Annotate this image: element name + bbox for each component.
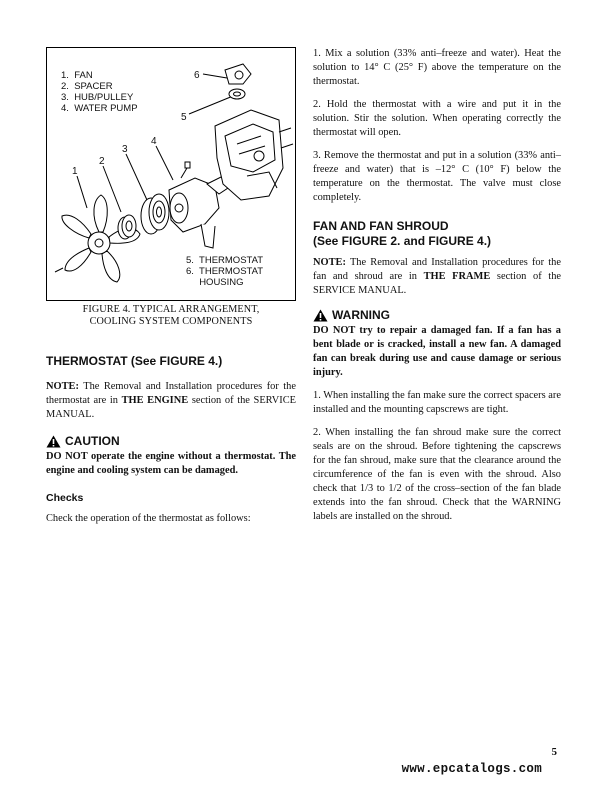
callout-6: 6 bbox=[194, 70, 200, 81]
caution-heading bbox=[46, 434, 296, 448]
legend-item: 5. THERMOSTAT bbox=[186, 255, 264, 266]
warning-heading bbox=[313, 308, 561, 322]
legend-item: 1. FAN bbox=[61, 70, 93, 81]
note-label: NOTE: bbox=[313, 257, 346, 268]
right-column bbox=[313, 47, 561, 524]
thermostat-step-2: 2. Hold the thermostat with a wire and put it in the solution. Stir the solution. When operating correctly the thermostat will open. bbox=[313, 99, 561, 138]
warning-icon bbox=[313, 309, 328, 322]
warning-text bbox=[313, 324, 561, 380]
cooling-system-illustration bbox=[47, 48, 294, 299]
legend-item: 4. WATER PUMP bbox=[61, 103, 138, 114]
fan-heading-line: FAN AND FAN SHROUD bbox=[313, 219, 449, 233]
note-label: NOTE: bbox=[46, 381, 79, 392]
note-bold-text: THE ENGINE bbox=[121, 395, 189, 406]
fan-note bbox=[313, 256, 561, 298]
fan-step-2: 2. When installing the fan shroud make sure the correct seals are on the shroud. Before tightening the capscrews for the fan shroud, make sure that the clearance around the circumference of the fan is even with the shroud. Also check that 1/3 to 1/2 of the cross–section of the fan blade extends into the fan shroud. Check that the WARNING labels are installed on the shroud. bbox=[313, 427, 561, 522]
checks-text: Check the operation of the thermostat as follows: bbox=[46, 513, 251, 524]
caution-body: operate the engine without a thermostat. The engine and cooling system can be damaged. bbox=[46, 451, 297, 476]
figure-caption-line: FIGURE 4. TYPICAL ARRANGEMENT, bbox=[82, 304, 260, 315]
warning-lead: DO NOT bbox=[313, 325, 356, 336]
note-text: The Removal and Installation procedures for the thermostat are in bbox=[46, 381, 296, 406]
caution-text bbox=[46, 450, 296, 478]
thermostat-step-3: 3. Remove the thermostat and put in a solution (33% anti–freeze and water) that is –12° C (10° F) below the temperature on the thermostat. The valve must close completely. bbox=[313, 150, 561, 203]
thermostat-step-1: 1. Mix a solution (33% anti–freeze and water). Heat the solution to 14° C (25° F) above the temperature on the thermostat. bbox=[313, 48, 561, 87]
watermark: www.epcatalogs.com bbox=[401, 762, 542, 776]
left-column bbox=[46, 47, 296, 526]
fan-step-1: 1. When installing the fan make sure the correct spacers are installed and the mounting capscrews are tight. bbox=[313, 390, 561, 415]
callout-2: 2 bbox=[99, 156, 105, 167]
callout-1: 1 bbox=[72, 166, 78, 177]
thermostat-heading: THERMOSTAT (See FIGURE 4.) bbox=[46, 354, 223, 368]
figure-caption bbox=[46, 304, 296, 328]
callout-5: 5 bbox=[181, 112, 187, 123]
note-text: section of the SERVICE MANUAL. bbox=[46, 395, 297, 420]
note-text: section of the SERVICE MANUAL. bbox=[313, 271, 561, 296]
callout-4: 4 bbox=[151, 136, 157, 147]
legend-item: 6. THERMOSTAT bbox=[186, 266, 264, 277]
note-bold-text: THE FRAME bbox=[423, 271, 491, 282]
figure-caption-line: COOLING SYSTEM COMPONENTS bbox=[89, 316, 253, 327]
thermostat-note bbox=[46, 380, 296, 422]
warning-body: try to repair a damaged fan. If a fan has a bent blade or is cracked, install a new fan. A damaged fan can break during use and cause damage or serious injury. bbox=[313, 325, 561, 378]
caution-label: CAUTION bbox=[65, 434, 120, 448]
callout-3: 3 bbox=[122, 144, 128, 155]
legend-item: 2. SPACER bbox=[61, 81, 113, 92]
fan-heading bbox=[313, 219, 561, 249]
note-text: The Removal and Installation procedures for the fan and shroud are in bbox=[313, 257, 561, 282]
figure-4-box bbox=[46, 47, 296, 301]
page-number: 5 bbox=[551, 746, 557, 758]
checks-heading: Checks bbox=[46, 492, 84, 504]
legend-item: HOUSING bbox=[186, 277, 244, 288]
warning-label: WARNING bbox=[332, 308, 390, 322]
fan-heading-line: (See FIGURE 2. and FIGURE 4.) bbox=[313, 234, 492, 248]
legend-item: 3. HUB/PULLEY bbox=[61, 92, 134, 103]
caution-icon bbox=[46, 435, 61, 448]
caution-lead: DO NOT bbox=[46, 451, 88, 462]
